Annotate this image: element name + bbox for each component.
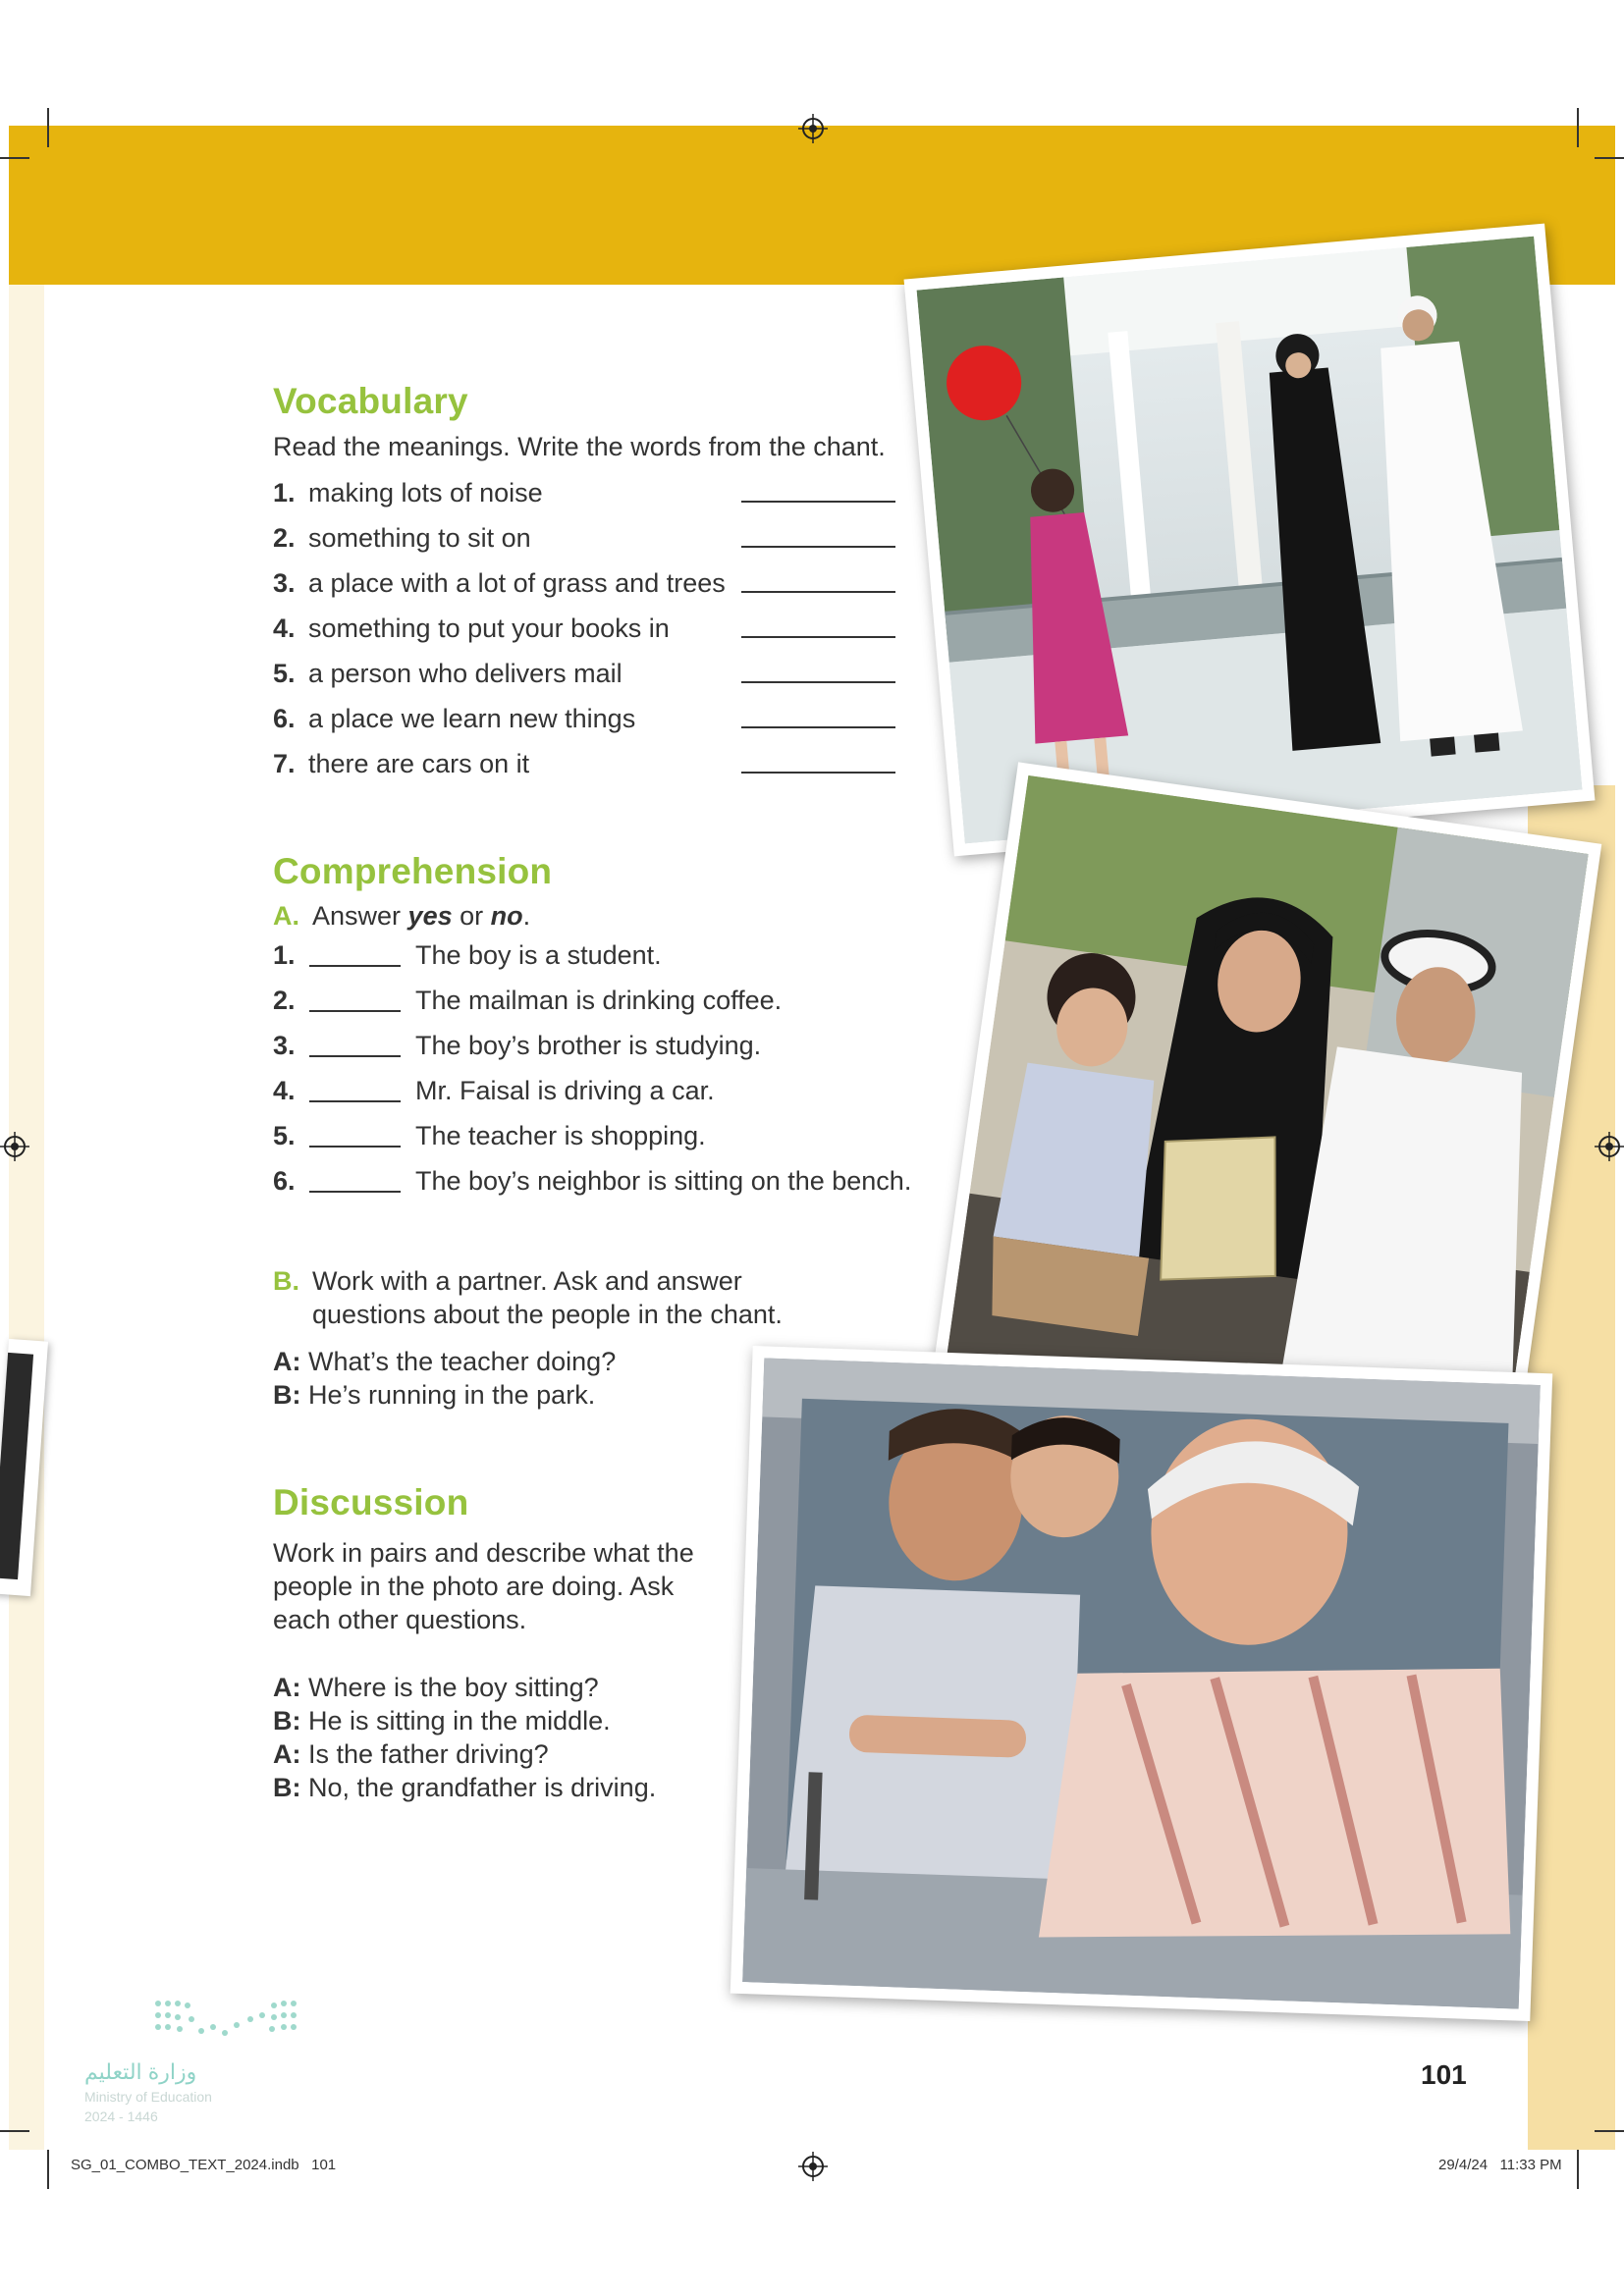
registration-mark-icon (0, 1132, 29, 1161)
vocab-item (273, 614, 670, 644)
vocab-item (273, 523, 531, 554)
item-text: a place we learn new things (308, 704, 636, 733)
answer-blank[interactable] (741, 591, 895, 593)
print-slug-file: SG_01_COMBO_TEXT_2024.indb 101 (71, 2157, 337, 2173)
item-number: 4. (273, 614, 296, 643)
item-text: Mr. Faisal is driving a car. (415, 1076, 715, 1105)
item-text: something to sit on (308, 523, 531, 553)
item-text: The mailman is drinking coffee. (415, 986, 783, 1015)
crop-mark (1577, 2150, 1579, 2189)
speaker-label: A: (273, 1739, 301, 1769)
speaker-label: B: (273, 1706, 301, 1735)
item-text: The boy’s neighbor is sitting on the bench. (415, 1166, 912, 1196)
left-margin-strip (9, 285, 44, 2150)
part-b-instructions (273, 1266, 742, 1297)
part-a-instructions (273, 901, 530, 932)
answer-blank[interactable] (309, 1010, 401, 1012)
dialogue-line (273, 1347, 616, 1377)
instruction-line-1: Work with a partner. Ask and answer (312, 1266, 742, 1296)
speaker-label: B: (273, 1380, 301, 1410)
keyword-yes: yes (407, 901, 453, 931)
item-text: a person who delivers mail (308, 659, 623, 688)
item-number: 4. (273, 1076, 296, 1105)
vocabulary-heading: Vocabulary (273, 381, 468, 421)
dialogue-text: What’s the teacher doing? (308, 1347, 617, 1376)
registration-mark-icon (798, 114, 828, 143)
vocab-item (273, 478, 543, 508)
registration-mark-icon (1595, 1132, 1624, 1161)
crop-mark (1577, 108, 1579, 147)
dialogue-text: Where is the boy sitting? (308, 1673, 599, 1702)
item-text: something to put your books in (308, 614, 670, 643)
answer-blank[interactable] (741, 501, 895, 503)
dialogue-line (273, 1739, 549, 1770)
item-number: 2. (273, 986, 296, 1015)
item-text: The boy’s brother is studying. (415, 1031, 762, 1060)
page-number: 101 (1421, 2059, 1467, 2090)
answer-blank[interactable] (741, 772, 895, 774)
dialogue-line (273, 1706, 611, 1736)
item-number: 5. (273, 659, 296, 688)
crop-mark (0, 157, 29, 159)
registration-mark-icon (798, 2152, 828, 2181)
discussion-heading: Discussion (273, 1482, 469, 1522)
instruction-line-2: questions about the people in the chant. (312, 1300, 783, 1329)
photo-family-in-car (731, 1346, 1553, 2021)
dialogue-text: He’s running in the park. (308, 1380, 596, 1410)
item-text: a place with a lot of grass and trees (308, 568, 726, 598)
answer-blank[interactable] (309, 1055, 401, 1057)
item-number: 1. (273, 478, 296, 507)
dialogue-line (273, 1380, 595, 1411)
instruction-period: . (522, 901, 531, 931)
item-number: 6. (273, 1166, 296, 1196)
dialogue-text: No, the grandfather is driving. (308, 1773, 657, 1802)
speaker-label: A: (273, 1347, 301, 1376)
item-number: 7. (273, 749, 296, 778)
ministry-logo-arabic: وزارة التعليم (84, 2059, 197, 2084)
speaker-label: B: (273, 1773, 301, 1802)
answer-blank[interactable] (741, 681, 895, 683)
item-number: 3. (273, 1031, 296, 1060)
dialogue-line (273, 1773, 656, 1803)
item-number: 3. (273, 568, 296, 598)
answer-blank[interactable] (309, 1146, 401, 1148)
ministry-logo-dots-icon (152, 1998, 299, 2042)
dialogue-text: He is sitting in the middle. (308, 1706, 611, 1735)
item-number: 2. (273, 523, 296, 553)
vocab-item (273, 704, 635, 734)
answer-blank[interactable] (309, 965, 401, 967)
dialogue-text: Is the father driving? (308, 1739, 549, 1769)
part-label: A. (273, 901, 299, 931)
item-text: making lots of noise (308, 478, 543, 507)
item-text: The boy is a student. (415, 940, 662, 970)
dialogue-line (273, 1673, 599, 1703)
crop-mark (47, 108, 49, 147)
discussion-text-line: each other questions. (273, 1605, 527, 1634)
answer-blank[interactable] (309, 1100, 401, 1102)
item-number: 5. (273, 1121, 296, 1150)
print-slug-date: 29/4/24 11:33 PM (1438, 2157, 1562, 2173)
crop-mark (0, 2130, 29, 2132)
crop-mark (47, 2150, 49, 2189)
vocab-item (273, 659, 623, 689)
photo-family-mall (904, 224, 1596, 857)
item-text: there are cars on it (308, 749, 530, 778)
keyword-no: no (490, 901, 523, 931)
discussion-text-line: people in the photo are doing. Ask (273, 1572, 675, 1601)
part-label: B. (273, 1266, 299, 1296)
crop-mark (1595, 2130, 1624, 2132)
answer-blank[interactable] (741, 726, 895, 728)
answer-blank[interactable] (741, 636, 895, 638)
answer-blank[interactable] (741, 546, 895, 548)
ministry-logo-english: Ministry of Education (84, 2089, 212, 2105)
speaker-label: A: (273, 1673, 301, 1702)
discussion-text-line: Work in pairs and describe what the (273, 1538, 694, 1568)
item-text: The teacher is shopping. (415, 1121, 706, 1150)
answer-blank[interactable] (309, 1191, 401, 1193)
crop-mark (1595, 157, 1624, 159)
vocab-item (273, 568, 726, 599)
item-number: 1. (273, 940, 296, 970)
vocab-item (273, 749, 529, 779)
item-number: 6. (273, 704, 296, 733)
instruction-or: or (452, 901, 491, 931)
comprehension-heading: Comprehension (273, 851, 553, 891)
instruction-text: Answer (312, 901, 408, 931)
vocabulary-instructions: Read the meanings. Write the words from the chant. (273, 432, 886, 461)
ministry-logo-year: 2024 - 1446 (84, 2109, 158, 2124)
